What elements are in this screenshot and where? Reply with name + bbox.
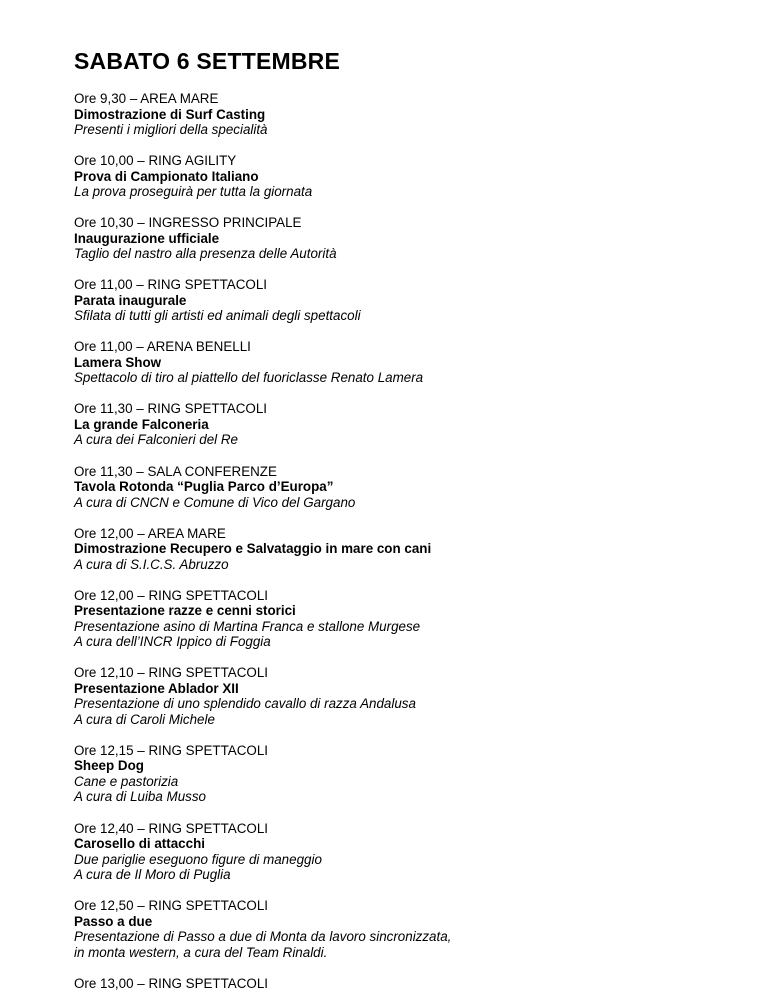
event-description: Presenti i migliori della specialità bbox=[74, 122, 268, 137]
event-entry bbox=[74, 401, 714, 448]
event-entry bbox=[74, 588, 714, 650]
event-time: Ore 11,00 – RING SPETTACOLI bbox=[74, 277, 267, 293]
event-name: La grande Falconeria bbox=[74, 416, 209, 432]
event-description: Sfilata di tutti gli artisti ed animali degli spettacoli bbox=[74, 308, 361, 324]
event-entry bbox=[74, 277, 714, 324]
event-entry bbox=[74, 821, 714, 883]
event-description: Spettacolo di tiro al piattello del fuoriclasse Renato Lamera bbox=[74, 370, 424, 386]
event-description: A cura di Luiba Musso bbox=[74, 789, 206, 805]
event-description: Presentazione asino di Martina Franca e stallone Murgese bbox=[74, 618, 421, 634]
event-entry bbox=[74, 898, 714, 960]
event-name: Inaugurazione ufficiale bbox=[74, 230, 220, 246]
event-time: Ore 12,50 – RING SPETTACOLI bbox=[74, 898, 268, 914]
event-description: A cura di CNCN e Comune di Vico del Gargano bbox=[74, 494, 356, 510]
event-name: Presentazione Ablador XII bbox=[74, 680, 239, 696]
event-description: in monta western, a cura del Team Rinaldi. bbox=[74, 944, 328, 960]
event-description: A cura di Caroli Michele bbox=[74, 711, 215, 727]
event-name: Tavola Rotonda “Puglia Parco d’Europa” bbox=[74, 479, 334, 495]
event-entry bbox=[74, 215, 714, 262]
event-entry bbox=[74, 526, 714, 573]
event-name: Sheep Dog bbox=[74, 758, 144, 774]
event-time: Ore 13,00 – RING SPETTACOLI bbox=[74, 975, 268, 991]
event-name: Lamera Show bbox=[74, 354, 162, 370]
event-entry bbox=[74, 976, 714, 992]
event-name: Passo a due bbox=[74, 913, 153, 929]
event-time: Ore 10,30 – INGRESSO PRINCIPALE bbox=[74, 215, 302, 231]
event-entry bbox=[74, 153, 714, 200]
event-description: La prova proseguirà per tutta la giornata bbox=[74, 184, 313, 200]
event-time: Ore 11,30 – RING SPETTACOLI bbox=[74, 401, 267, 417]
event-description: Presentazione di uno splendido cavallo di razza Andalusa bbox=[74, 696, 416, 712]
event-time: Ore 12,00 – RING SPETTACOLI bbox=[74, 587, 268, 603]
event-description: A cura dei Falconieri del Re bbox=[74, 432, 238, 448]
event-name: Dimostrazione di Surf Casting bbox=[74, 106, 266, 122]
event-time: Ore 11,00 – ARENA BENELLI bbox=[74, 339, 251, 355]
document-page bbox=[74, 48, 714, 1007]
event-description: A cura dell’INCR Ippico di Foggia bbox=[74, 634, 271, 650]
event-entry bbox=[74, 91, 714, 138]
event-time: Ore 12,00 – AREA MARE bbox=[74, 525, 226, 541]
event-name: Dimostrazione Recupero e Salvataggio in mare con cani bbox=[74, 541, 432, 557]
event-name: Parata inaugurale bbox=[74, 292, 187, 308]
event-description: Presentazione di Passo a due di Monta da lavoro sincronizzata, bbox=[74, 929, 452, 945]
event-time: Ore 12,40 – RING SPETTACOLI bbox=[74, 820, 268, 836]
event-list bbox=[74, 91, 714, 991]
event-description: A cura di S.I.C.S. Abruzzo bbox=[74, 556, 229, 572]
event-entry bbox=[74, 665, 714, 727]
event-name: Presentazione razze e cenni storici bbox=[74, 603, 296, 619]
page-title: SABATO 6 SETTEMBRE bbox=[74, 48, 340, 74]
event-time: Ore 12,10 – RING SPETTACOLI bbox=[74, 665, 268, 681]
event-name: Prova di Campionato Italiano bbox=[74, 168, 259, 184]
event-description: Cane e pastorizia bbox=[74, 773, 179, 789]
event-entry bbox=[74, 464, 714, 511]
event-name: Carosello di attacchi bbox=[74, 836, 205, 852]
event-entry bbox=[74, 339, 714, 386]
event-description: A cura de Il Moro di Puglia bbox=[74, 867, 231, 883]
event-description: Due pariglie eseguono figure di maneggio bbox=[74, 851, 322, 867]
event-time: Ore 9,30 – AREA MARE bbox=[74, 91, 219, 106]
event-time: Ore 11,30 – SALA CONFERENZE bbox=[74, 463, 277, 479]
event-time: Ore 12,15 – RING SPETTACOLI bbox=[74, 742, 268, 758]
event-description: Taglio del nastro alla presenza delle Autorità bbox=[74, 246, 337, 262]
event-time: Ore 10,00 – RING AGILITY bbox=[74, 153, 237, 169]
event-entry bbox=[74, 743, 714, 805]
